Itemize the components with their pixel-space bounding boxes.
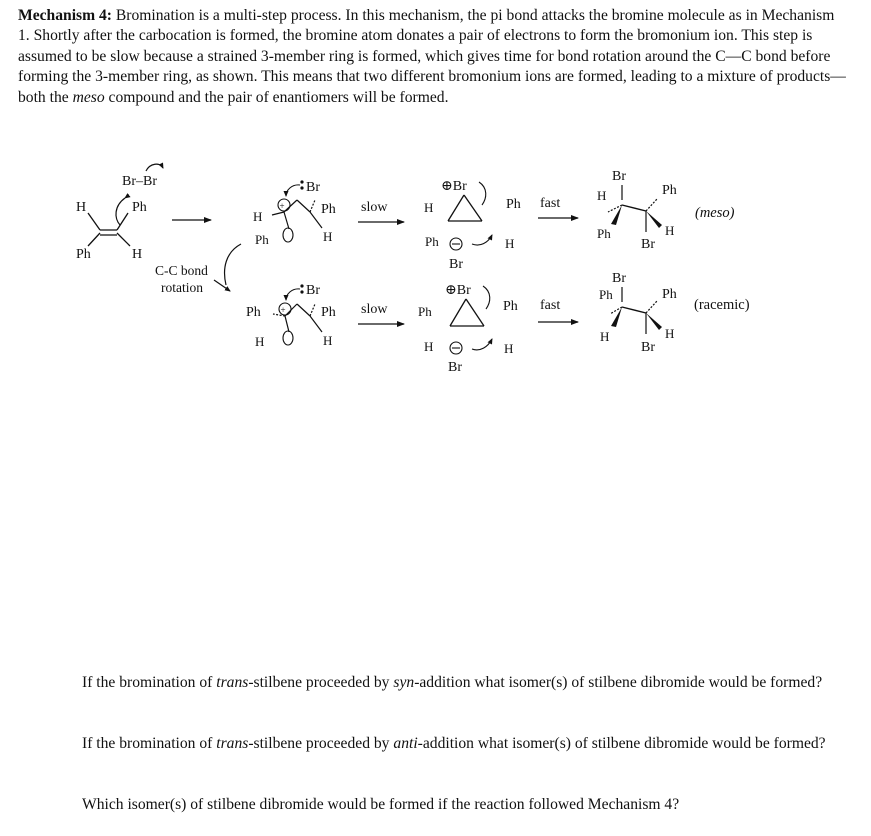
alkene-bonds — [88, 213, 130, 246]
atom-ph: Ph — [132, 200, 147, 215]
svg-text:Ph: Ph — [662, 183, 677, 198]
svg-text:Ph: Ph — [321, 202, 336, 217]
svg-text:H: H — [253, 209, 263, 224]
svg-text:Ph: Ph — [321, 305, 336, 320]
svg-text:⊕Br: ⊕Br — [441, 179, 467, 194]
svg-text:Br: Br — [641, 340, 655, 355]
svg-text:+: + — [279, 201, 285, 211]
svg-text:H: H — [665, 326, 675, 341]
bromine-molecule: Br–Br — [122, 174, 157, 189]
svg-text:Br: Br — [448, 360, 462, 375]
question-1: If the bromination of trans-stilbene proceeded by syn-addition what isomer(s) of stilbene dibromide would be formed? — [82, 674, 823, 691]
svg-text:H: H — [424, 339, 434, 354]
svg-text:Ph: Ph — [506, 197, 521, 212]
curved-arrow — [146, 164, 163, 171]
svg-text:H: H — [255, 334, 265, 349]
rotation-curve — [225, 244, 241, 285]
bromonium-bottom — [418, 283, 518, 375]
svg-text:Ph: Ph — [425, 234, 439, 249]
racemic-label: (racemic) — [694, 297, 750, 313]
svg-text:Br: Br — [306, 283, 320, 298]
svg-text:Br: Br — [449, 257, 463, 272]
slow-label: slow — [361, 302, 388, 317]
svg-text:Br: Br — [612, 169, 626, 184]
svg-text:+: + — [280, 305, 286, 315]
svg-text:Br: Br — [612, 271, 626, 286]
atom-h: H — [76, 200, 87, 215]
svg-text:H: H — [504, 341, 514, 356]
svg-text:Ph: Ph — [597, 226, 611, 241]
svg-text:Ph: Ph — [246, 305, 261, 320]
svg-text:H: H — [323, 229, 333, 244]
bromonium-top — [424, 179, 521, 272]
trans-stilbene — [76, 164, 163, 262]
meso-product — [597, 169, 677, 252]
racemic-product — [599, 271, 677, 355]
svg-text:H: H — [665, 223, 675, 238]
svg-text:Ph: Ph — [255, 232, 269, 247]
svg-text:H: H — [600, 329, 610, 344]
svg-text:Ph: Ph — [662, 287, 677, 302]
svg-text:Br: Br — [306, 180, 320, 195]
carbocation-bottom — [246, 283, 336, 349]
curved-arrow — [116, 198, 125, 225]
svg-text:Br: Br — [641, 237, 655, 252]
intro-paragraph: Mechanism 4: Bromination is a multi-step process. In this mechanism, the pi bond attacks the bromine molecule as in Mechanism 1. Shortly after the carbocation is formed, the bromine atom donates a pair of electrons to form the bromonium ion. This step is assumed to be slow because a strained 3-member ring is formed, which gives time for bond rotation around the C—C bond before forming the 3-member ring, as shown. This means that two different bromonium ions are formed, leading to a mixture of products—both the meso compound and the pair of enantiomers will be formed. — [18, 7, 846, 106]
svg-text:⊕Br: ⊕Br — [445, 283, 471, 298]
atom-h: H — [132, 247, 143, 262]
rotation-arrow — [214, 280, 230, 291]
carbocation-top — [253, 180, 336, 247]
mechanism-label: Mechanism 4: — [18, 7, 112, 24]
rotation-label: C-C bond — [155, 263, 208, 278]
fast-label: fast — [540, 298, 561, 313]
svg-text:Ph: Ph — [503, 299, 518, 314]
svg-text:H: H — [505, 236, 515, 251]
meso-label: (meso) — [695, 205, 735, 221]
question-2: If the bromination of trans-stilbene proceeded by anti-addition what isomer(s) of stilbene dibromide would be formed? — [82, 735, 826, 752]
mechanism-scheme — [0, 150, 871, 380]
svg-text:Ph: Ph — [599, 287, 613, 302]
svg-text:H: H — [323, 333, 333, 348]
rotation-label: rotation — [161, 280, 203, 295]
question-3: Which isomer(s) of stilbene dibromide would be formed if the reaction followed Mechanism 4? — [82, 796, 680, 813]
svg-text:H: H — [424, 200, 434, 215]
fast-label: fast — [540, 196, 561, 211]
svg-text:Ph: Ph — [418, 304, 432, 319]
slow-label: slow — [361, 200, 388, 215]
svg-text:H: H — [597, 188, 607, 203]
atom-ph: Ph — [76, 247, 91, 262]
